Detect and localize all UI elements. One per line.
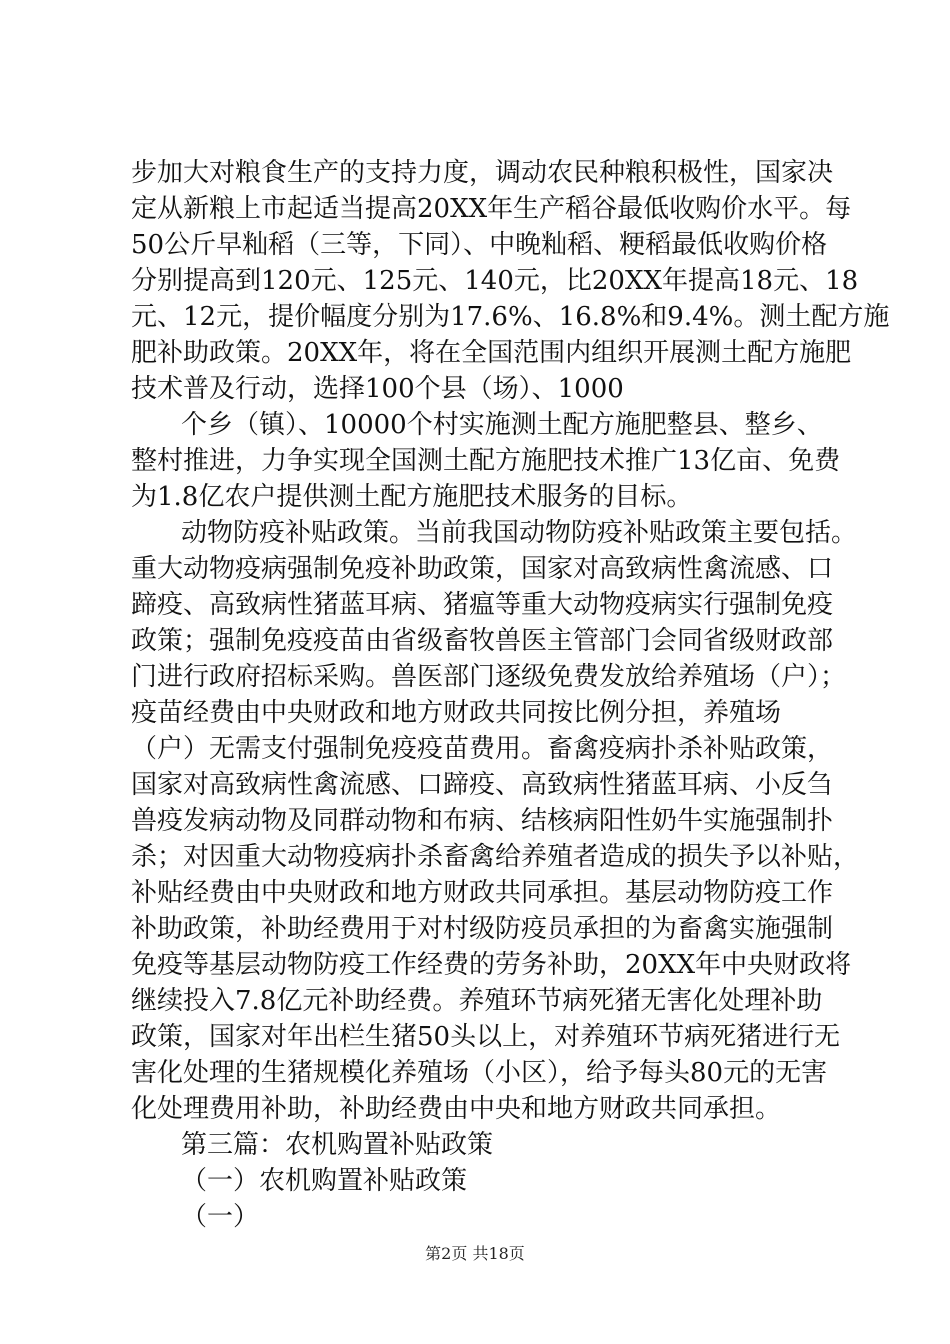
- subsection-heading: （一）农机购置补贴政策: [181, 1166, 468, 1196]
- text-line: 重大动物疫病强制免疫补助政策，国家对高致病性禽流感、口: [131, 554, 834, 584]
- text-line: 兽疫发病动物及同群动物和布病、结核病阳性奶牛实施强制扑: [131, 806, 834, 836]
- text-line: 分别提高到120元、125元、140元，比20XX年提高18元、18: [131, 266, 859, 296]
- text-line: 定从新粮上市起适当提高20XX年生产稻谷最低收购价水平。每: [131, 194, 852, 224]
- text-line: 政策；强制免疫疫苗由省级畜牧兽医主管部门会同省级财政部: [131, 626, 834, 656]
- text-line: 50公斤早籼稻（三等，下同）、中晚籼稻、粳稻最低收购价格: [131, 230, 828, 260]
- text-line: 疫苗经费由中央财政和地方财政共同按比例分担，养殖场: [131, 698, 782, 728]
- text-line: 害化处理的生猪规模化养殖场（小区），给予每头80元的无害: [131, 1058, 828, 1088]
- text-line: 继续投入7.8亿元补助经费。养殖环节病死猪无害化处理补助: [131, 986, 823, 1016]
- text-line: 蹄疫、高致病性猪蓝耳病、猪瘟等重大动物疫病实行强制免疫: [131, 590, 834, 620]
- text-line: 政策，国家对年出栏生猪50头以上，对养殖环节病死猪进行无: [131, 1022, 841, 1052]
- subsection-marker: （一）: [181, 1202, 260, 1232]
- text-line: 补助政策，补助经费用于对村级防疫员承担的为畜禽实施强制: [131, 914, 834, 944]
- text-line: 动物防疫补贴政策。当前我国动物防疫补贴政策主要包括。: [181, 518, 858, 548]
- text-line: 国家对高致病性禽流感、口蹄疫、高致病性猪蓝耳病、小反刍: [131, 770, 834, 800]
- text-line: 元、12元，提价幅度分别为17.6%、16.8%和9.4%。测土配方施: [131, 302, 890, 332]
- text-line: 整村推进，力争实现全国测土配方施肥技术推广13亿亩、免费: [131, 446, 841, 476]
- section-heading: 第三篇：农机购置补贴政策: [181, 1130, 494, 1160]
- page-number: 第2页 共18页: [425, 1244, 525, 1263]
- text-line: 免疫等基层动物防疫工作经费的劳务补助，20XX年中央财政将: [131, 950, 852, 980]
- text-line: 技术普及行动，选择100个县（场）、1000: [131, 374, 624, 404]
- text-line: 步加大对粮食生产的支持力度，调动农民种粮积极性，国家决: [131, 158, 834, 188]
- text-line: 化处理费用补助，补助经费由中央和地方财政共同承担。: [131, 1094, 782, 1124]
- text-line: 个乡（镇）、10000个村实施测土配方施肥整县、整乡、: [181, 410, 823, 440]
- text-line: 肥补助政策。20XX年，将在全国范围内组织开展测土配方施肥: [131, 338, 852, 368]
- text-line: （户）无需支付强制免疫疫苗费用。畜禽疫病扑杀补贴政策，: [131, 734, 834, 764]
- text-line: 杀；对因重大动物疫病扑杀畜禽给养殖者造成的损失予以补贴，: [131, 842, 860, 872]
- text-line: 门进行政府招标采购。兽医部门逐级免费发放给养殖场（户）；: [131, 662, 847, 692]
- text-line: 为1.8亿农户提供测土配方施肥技术服务的目标。: [131, 482, 693, 512]
- text-line: 补贴经费由中央财政和地方财政共同承担。基层动物防疫工作: [131, 878, 834, 908]
